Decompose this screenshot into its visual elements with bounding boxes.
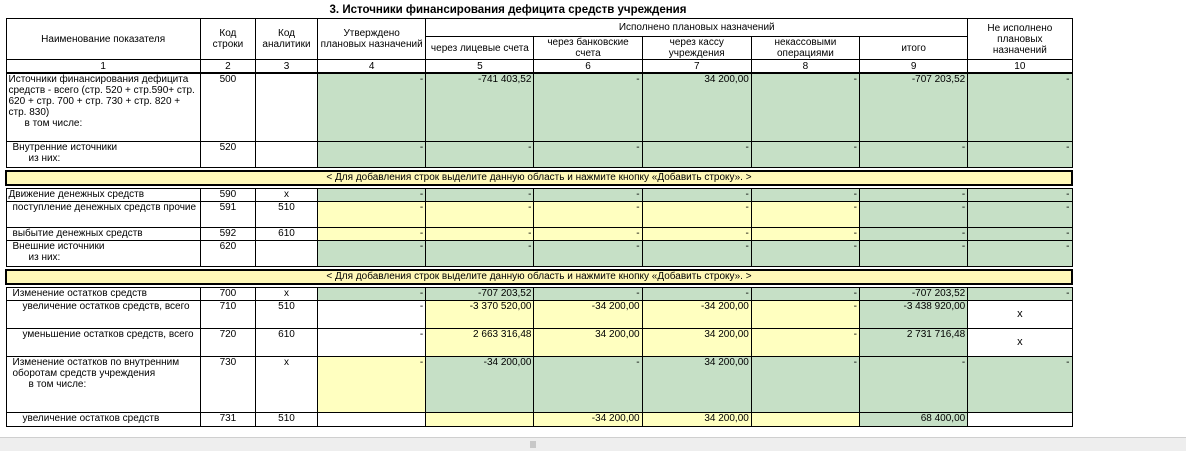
table-row — [6, 141, 1072, 167]
cell-personal-accounts[interactable]: - — [426, 201, 534, 227]
cell-noncash[interactable]: - — [751, 300, 859, 328]
row-name: Движение денежных средств — [6, 188, 200, 201]
table-row — [6, 201, 1072, 227]
row-code: 590 — [200, 188, 255, 201]
column-number: 5 — [426, 60, 534, 74]
cell-noncash[interactable] — [751, 412, 859, 426]
add-row-notice-text[interactable]: < Для добавления строк выделите данную область и нажмите кнопку «Добавить строку». > — [6, 171, 1072, 185]
cell-not-executed: x — [968, 328, 1072, 356]
cell-cash[interactable]: 34 200,00 — [642, 412, 751, 426]
cell-not-executed[interactable]: - — [968, 356, 1072, 412]
cell-bank-accounts[interactable]: 34 200,00 — [534, 328, 642, 356]
row-analytics: 510 — [255, 412, 317, 426]
cell-cash[interactable]: -34 200,00 — [642, 300, 751, 328]
cell-approved[interactable]: - — [318, 73, 426, 141]
cell-bank-accounts[interactable]: - — [534, 240, 642, 266]
row-name: уменьшение остатков средств, всего — [6, 328, 200, 356]
row-name: Изменение остатков средств — [6, 287, 200, 300]
cell-approved[interactable]: - — [318, 188, 426, 201]
cell-personal-accounts[interactable]: 2 663 316,48 — [426, 328, 534, 356]
cell-noncash[interactable]: - — [751, 287, 859, 300]
add-row-notice-text[interactable]: < Для добавления строк выделите данную область и нажмите кнопку «Добавить строку». > — [6, 270, 1072, 284]
cell-bank-accounts[interactable]: - — [534, 287, 642, 300]
row-code: 700 — [200, 287, 255, 300]
cell-bank-accounts[interactable]: - — [534, 227, 642, 240]
cell-cash[interactable]: - — [642, 287, 751, 300]
header-code-analytics: Код аналитики — [255, 19, 317, 60]
row-analytics: 510 — [255, 300, 317, 328]
cell-total[interactable]: - — [860, 227, 968, 240]
cell-personal-accounts[interactable]: -34 200,00 — [426, 356, 534, 412]
cell-bank-accounts[interactable]: - — [534, 188, 642, 201]
cell-personal-accounts[interactable]: - — [426, 227, 534, 240]
header-bank-accounts: через банковские счета — [534, 37, 642, 60]
cell-noncash[interactable]: - — [751, 201, 859, 227]
financing-sources-table — [5, 18, 1073, 427]
row-subtitle: из них: — [28, 251, 61, 263]
row-code: 710 — [200, 300, 255, 328]
cell-noncash[interactable]: - — [751, 356, 859, 412]
cell-cash[interactable]: - — [642, 188, 751, 201]
section-title: 3. Источники финансирования дефицита средств учреждения — [329, 4, 687, 16]
cell-approved[interactable] — [318, 412, 426, 426]
cell-personal-accounts[interactable]: -741 403,52 — [426, 73, 534, 141]
cell-noncash[interactable]: - — [751, 227, 859, 240]
table-row — [6, 356, 1072, 412]
cell-personal-accounts[interactable] — [426, 412, 534, 426]
row-name: увеличение остатков средств, всего — [6, 300, 200, 328]
cell-not-executed[interactable]: - — [968, 240, 1072, 266]
column-number: 10 — [968, 60, 1072, 74]
row-code: 730 — [200, 356, 255, 412]
cell-total[interactable]: - — [860, 240, 968, 266]
cell-total[interactable]: - — [860, 141, 968, 167]
add-row-notice[interactable] — [6, 171, 1072, 185]
cell-total[interactable]: - — [860, 201, 968, 227]
cell-personal-accounts[interactable]: - — [426, 240, 534, 266]
row-subtitle: из них: — [28, 152, 61, 164]
row-analytics: x — [255, 287, 317, 300]
cell-cash[interactable]: 34 200,00 — [642, 356, 751, 412]
cell-approved[interactable]: - — [318, 300, 426, 328]
header-code-line: Код строки — [200, 19, 255, 60]
cell-bank-accounts[interactable]: - — [534, 141, 642, 167]
table-row — [6, 287, 1072, 300]
header-executed-group: Исполнено плановых назначений — [426, 19, 968, 37]
column-number: 8 — [751, 60, 859, 74]
row-analytics — [255, 240, 317, 266]
column-number: 3 — [255, 60, 317, 74]
row-analytics: 610 — [255, 328, 317, 356]
cell-total[interactable]: - — [860, 188, 968, 201]
cell-not-executed[interactable]: - — [968, 201, 1072, 227]
cell-not-executed[interactable] — [968, 412, 1072, 426]
header-cash: через кассу учреждения — [642, 37, 751, 60]
cell-approved[interactable]: - — [318, 240, 426, 266]
cell-not-executed[interactable]: - — [968, 73, 1072, 141]
add-row-notice[interactable] — [6, 270, 1072, 284]
scrollbar-thumb[interactable] — [530, 441, 536, 448]
cell-bank-accounts[interactable]: - — [534, 356, 642, 412]
cell-noncash[interactable]: - — [751, 141, 859, 167]
row-name: Внешние источники из них: — [6, 240, 200, 266]
column-number: 9 — [860, 60, 968, 74]
cell-approved[interactable]: - — [318, 201, 426, 227]
cell-personal-accounts[interactable]: - — [426, 188, 534, 201]
row-analytics: x — [255, 188, 317, 201]
cell-cash[interactable]: 34 200,00 — [642, 73, 751, 141]
cell-cash[interactable]: - — [642, 227, 751, 240]
table-row — [6, 412, 1072, 426]
row-analytics: 510 — [255, 201, 317, 227]
row-name: поступление денежных средств прочие — [6, 201, 200, 227]
cell-not-executed[interactable]: - — [968, 227, 1072, 240]
cell-approved[interactable]: - — [318, 141, 426, 167]
header-name: Наименование показателя — [6, 19, 200, 60]
row-analytics — [255, 141, 317, 167]
cell-personal-accounts[interactable]: - — [426, 141, 534, 167]
cell-personal-accounts[interactable]: -707 203,52 — [426, 287, 534, 300]
header-approved: Утверждено плановых назначений — [318, 19, 426, 60]
cell-noncash[interactable]: - — [751, 73, 859, 141]
cell-noncash[interactable]: - — [751, 328, 859, 356]
row-code: 591 — [200, 201, 255, 227]
row-analytics: x — [255, 356, 317, 412]
cell-cash[interactable]: - — [642, 141, 751, 167]
cell-approved[interactable]: - — [318, 356, 426, 412]
row-subtitle: в том числе: — [24, 118, 83, 129]
cell-total[interactable]: 68 400,00 — [860, 412, 968, 426]
table-row — [6, 240, 1072, 266]
header-noncash: некассовыми операциями — [751, 37, 859, 60]
cell-cash[interactable]: - — [642, 240, 751, 266]
row-name: Источники финансирования дефицита средств - всего (стр. 520 + стр.590+ стр. 620 + стр. 700 + стр. 730 + стр. 820 + стр. 830) в том числе: — [6, 73, 200, 141]
cell-not-executed[interactable]: - — [968, 141, 1072, 167]
cell-noncash[interactable]: - — [751, 240, 859, 266]
row-name: Изменение остатков по внутренним оборотам средств учреждения в том числе: — [6, 356, 200, 412]
cell-total[interactable]: 2 731 716,48 — [860, 328, 968, 356]
cell-bank-accounts[interactable]: -34 200,00 — [534, 412, 642, 426]
cell-bank-accounts[interactable]: - — [534, 73, 642, 141]
cell-cash[interactable]: 34 200,00 — [642, 328, 751, 356]
table-row — [6, 73, 1072, 141]
row-code: 620 — [200, 240, 255, 266]
horizontal-scrollbar[interactable] — [0, 437, 1186, 451]
cell-bank-accounts[interactable]: -34 200,00 — [534, 300, 642, 328]
cell-total[interactable]: - — [860, 356, 968, 412]
table-row — [6, 227, 1072, 240]
column-number: 4 — [318, 60, 426, 74]
row-code: 720 — [200, 328, 255, 356]
cell-not-executed[interactable]: - — [968, 188, 1072, 201]
row-analytics: 610 — [255, 227, 317, 240]
row-analytics — [255, 73, 317, 141]
cell-bank-accounts[interactable]: - — [534, 201, 642, 227]
header-total: итого — [860, 37, 968, 60]
row-code: 592 — [200, 227, 255, 240]
row-code: 520 — [200, 141, 255, 167]
column-number: 2 — [200, 60, 255, 74]
cell-total[interactable]: -3 438 920,00 — [860, 300, 968, 328]
table-row — [6, 328, 1072, 356]
table-row — [6, 300, 1072, 328]
table-row — [6, 188, 1072, 201]
cell-not-executed[interactable]: - — [968, 287, 1072, 300]
cell-cash[interactable]: - — [642, 201, 751, 227]
cell-total[interactable]: -707 203,52 — [860, 73, 968, 141]
cell-approved[interactable]: - — [318, 287, 426, 300]
row-code: 500 — [200, 73, 255, 141]
row-code: 731 — [200, 412, 255, 426]
row-name: выбытие денежных средств — [6, 227, 200, 240]
header-not-executed: Не исполнено плановых назначений — [968, 19, 1072, 60]
cell-approved[interactable]: - — [318, 328, 426, 356]
column-number: 6 — [534, 60, 642, 74]
column-number: 1 — [6, 60, 200, 74]
row-name: увеличение остатков средств — [6, 412, 200, 426]
cell-not-executed: x — [968, 300, 1072, 328]
row-subtitle: в том числе: — [28, 378, 87, 390]
cell-approved[interactable]: - — [318, 227, 426, 240]
cell-personal-accounts[interactable]: -3 370 520,00 — [426, 300, 534, 328]
row-name: Внутренние источники из них: — [6, 141, 200, 167]
cell-total[interactable]: -707 203,52 — [860, 287, 968, 300]
column-number: 7 — [642, 60, 751, 74]
header-personal-accounts: через лицевые счета — [426, 37, 534, 60]
cell-noncash[interactable]: - — [751, 188, 859, 201]
